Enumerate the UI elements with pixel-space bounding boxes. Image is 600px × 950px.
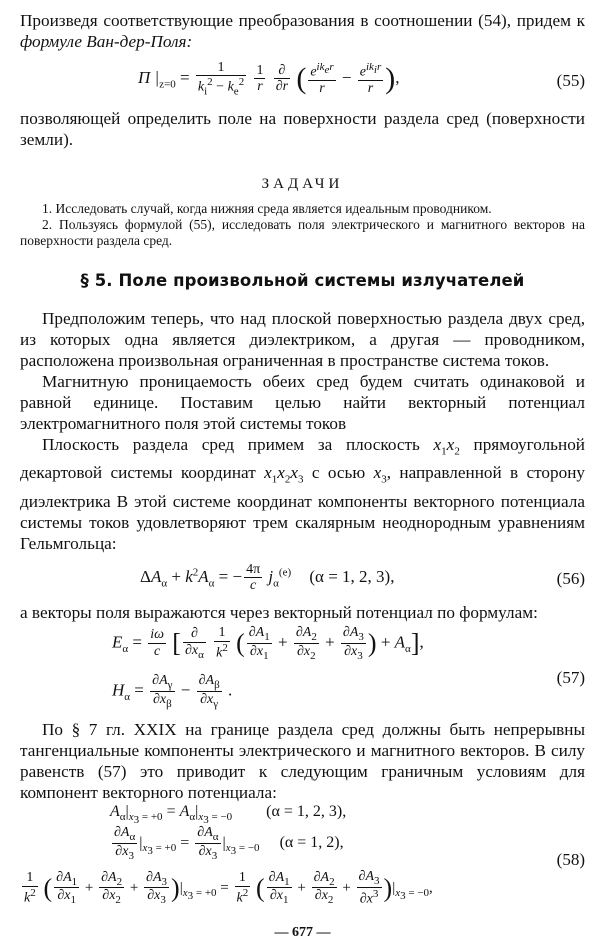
paragraph: Предположим теперь, что над плоской поверхностью раздела двух сред, из которых одна является диэлектриком, а другая — проводником, расположена произвольная ограниченная в пространстве система токов. [20,309,585,370]
paragraph: Плоскость раздела сред примем за плоскость $x_1x_2$ прямоугольной декартовой системы координат $x_1x_2x_3$ с осью $x_3$, направленной в сторону диэлектрика В этой системе координат компоненты векторного потенциала системы токов удовлетворяют трем скалярным неоднородным уравнениям Гельмгольца: [20,435,586,553]
van-der-pol-formula-name: формуле Ван-дер-Поля: [20,32,193,51]
page-number: — 677 — [274,924,331,940]
section-heading: § 5. Поле произвольной системы излучателей [80,271,525,290]
equation-number: (56) [556,568,585,588]
intro-paragraph: Произведя соответствующие преобразования в соотношении (54), придем к формуле Ван-дер-Поля: [20,11,585,51]
paragraph: По § 7 гл. XXIX на границе раздела сред должны быть непрерывны тангенциальные компоненты электрического и магнитного векторов. В силу равенств (57) это приводит к следующим граничным условиям для компонент векторного потенциала: [20,719,585,802]
equation-55: Π $|_{z=0}$ = $\frac{1}{k_i^2 - k_e^2}$ $\frac{1}{r}$ $\frac{\partial}{\partial r}$ ( $\frac{e^{ik_er}}{r}$ − $\frac{e^{ik_ir}}{r}$ ), (55) [138,60,585,98]
tasks-title: ЗАДАЧИ [261,176,344,192]
paragraph: позволяющей определить поле на поверхности раздела сред (поверхности земли). [20,109,585,149]
equation-number: (57) [556,668,585,688]
equation-58: $A_\alpha|_{x_3 = +0} = A_\alpha|_{x_3 = -0}$ (α = 1, 2, 3), $\frac{\partial A_\alpha}{\partial x_3}$ $|_{x_3 = +0}$ = $\frac{\partial A_\alpha}{\partial x_3}$ $|_{x_3 = -0}$ (α = 1, 2), $\frac{1}{k^2}$ ( $\frac{\partial A_1}{\partial x_1}$ + $\frac{\partial A_2}{\partial x_2}$ + $\frac{\partial A_3}{\partial x_3}$ )$|_{x_3 = +0}$ = $\frac{1}{k^2}$ ( $\frac{\partial A_1}{\partial x_1}$ + $\frac{\partial A_2}{\partial x_2}$ + $\frac{\partial A_3}{\partial x^3}$ )$|_{x_3 = -0}$, (58) [24,802,585,907]
equation-57: $E_\alpha$ = $\frac{i\omega}{c}$ [ $\frac{\partial}{\partial x_\alpha}$ $\frac{1}{k^2}$ ( $\frac{\partial A_1}{\partial x_1}$ + $\frac{\partial A_2}{\partial x_2}$ + $\frac{\partial A_3}{\partial x_3}$ ) + $A_\alpha$], $H_\alpha$ = $\frac{\partial A_\gamma}{\partial x_\beta}$ − $\frac{\partial A_\beta}{\partial x_\gamma}$ . (57) [112,624,585,710]
task-item: 1. Исследовать случай, когда нижняя среда является идеальным проводником. [42,201,492,216]
task-item: 2. Пользуясь формулой (55), исследовать поля электрического и магнитного векторов на поверхности раздела сред. [20,217,585,248]
paragraph: Магнитную проницаемость обеих сред будем считать одинаковой и равной единице. Поставим целью найти векторный потенциал электромагнитного поля этой системы токов [20,372,585,433]
equation-number: (58) [556,849,585,869]
equation-number: (55) [556,71,585,90]
page [20,10,585,941]
equation-56: $\Delta A_\alpha + k^2A_\alpha$ = − $\frac{4\pi}{c}$ $j_\alpha^{(e)}$ (α = 1, 2, 3), (56) [140,561,585,594]
paragraph: а векторы поля выражаются через векторный потенциал по формулам: [20,602,538,622]
